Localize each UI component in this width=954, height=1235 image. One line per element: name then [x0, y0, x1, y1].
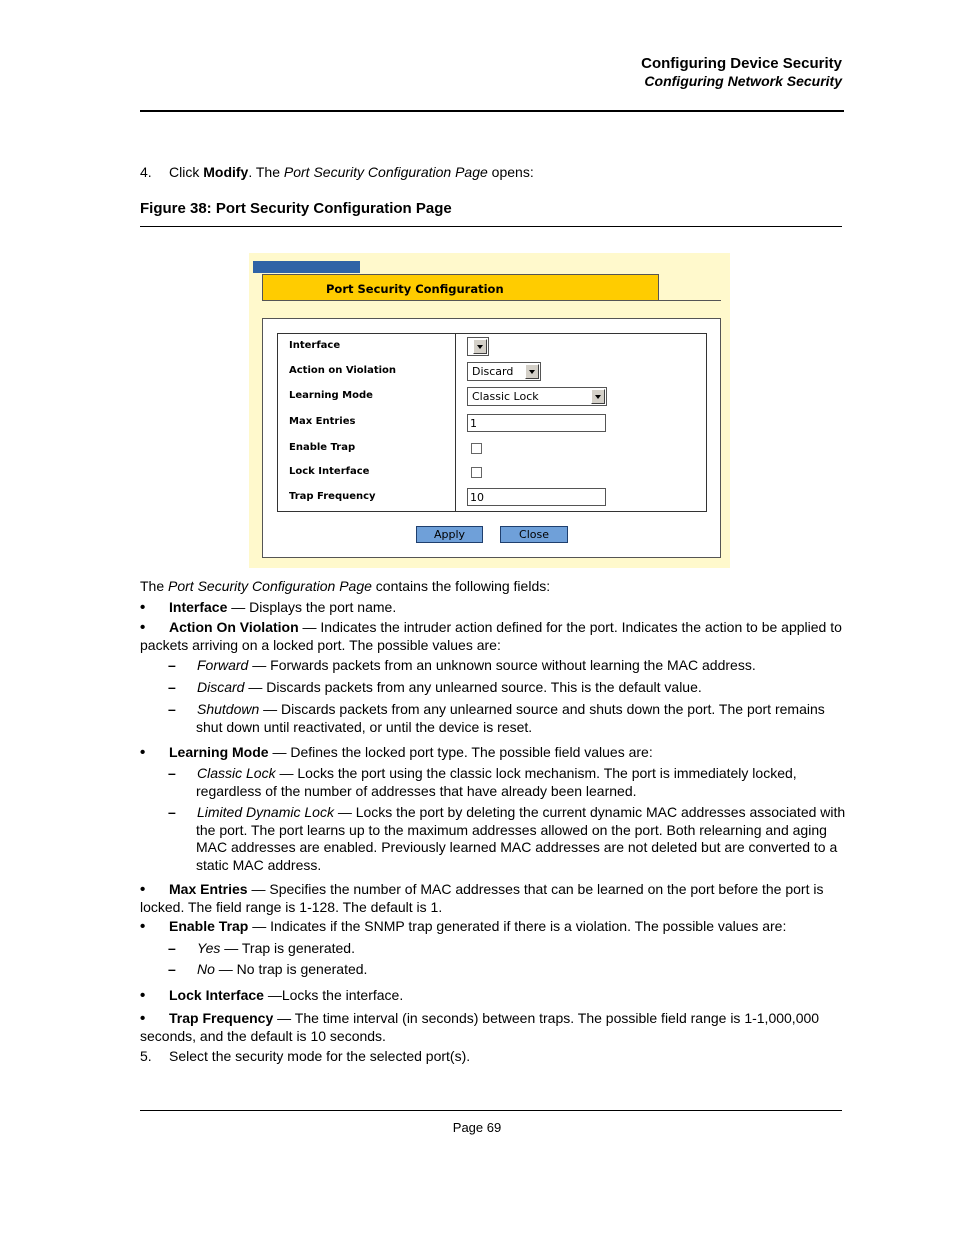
chevron-down-icon — [525, 364, 539, 379]
label-max-entries: Max Entries — [289, 416, 356, 427]
step-number: 4. — [140, 164, 152, 180]
chevron-down-icon — [473, 339, 487, 354]
running-header-subtitle: Configuring Network Security — [644, 73, 842, 89]
page-number: Page 69 — [452, 1120, 502, 1135]
form-panel — [262, 318, 721, 558]
field-table — [277, 333, 707, 512]
page-banner — [262, 274, 659, 301]
max-entries-input[interactable]: 1 — [467, 414, 606, 432]
apply-button[interactable]: Apply — [416, 526, 483, 543]
label-action-on-violation: Action on Violation — [289, 365, 397, 376]
action-on-violation-select[interactable]: Discard — [467, 362, 541, 381]
banner-title: Port Security Configuration — [326, 282, 504, 296]
running-header-title: Configuring Device Security — [641, 55, 842, 72]
label-enable-trap: Enable Trap — [289, 442, 356, 453]
interface-select[interactable] — [467, 337, 489, 356]
label-learning-mode: Learning Mode — [289, 390, 373, 401]
figure-divider — [140, 226, 842, 227]
label-interface: Interface — [289, 340, 341, 351]
enable-trap-checkbox[interactable] — [471, 443, 482, 454]
banner-rule — [659, 300, 721, 301]
label-trap-frequency: Trap Frequency — [289, 491, 376, 502]
step-text: Select the security mode for the selected port(s). — [169, 1048, 471, 1064]
chevron-down-icon — [591, 389, 605, 404]
lock-interface-checkbox[interactable] — [471, 467, 482, 478]
trap-frequency-input[interactable]: 10 — [467, 488, 606, 506]
learning-mode-select[interactable]: Classic Lock — [467, 387, 607, 406]
step-text: Click Modify. The Port Security Configuration Page opens: — [169, 164, 534, 180]
figure-caption: Figure 38: Port Security Configuration Page — [140, 200, 452, 217]
column-divider — [455, 334, 456, 511]
port-security-screenshot — [249, 253, 730, 568]
nav-tab — [253, 261, 360, 273]
step-number: 5. — [140, 1048, 152, 1064]
footer-divider — [140, 1110, 842, 1111]
label-lock-interface: Lock Interface — [289, 466, 370, 477]
intro-paragraph: The Port Security Configuration Page contains the following fields: — [140, 578, 551, 594]
header-divider — [140, 110, 844, 112]
close-button[interactable]: Close — [500, 526, 568, 543]
